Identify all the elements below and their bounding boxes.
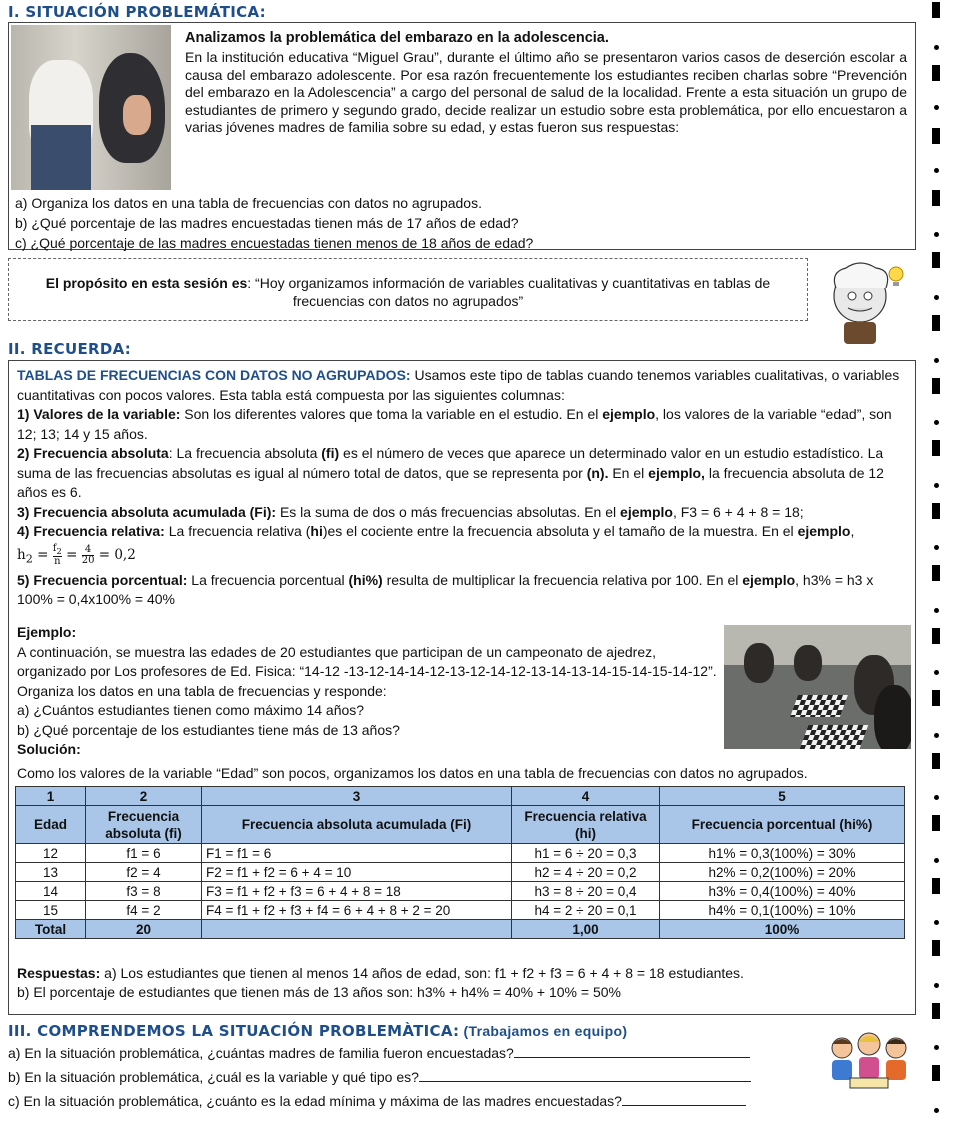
header-cell: Frecuencia absoluta (fi) — [86, 806, 202, 844]
formula-f-sub: 2 — [56, 545, 62, 556]
s3-question-a — [8, 1045, 750, 1063]
answers-block — [17, 964, 909, 1002]
question-c: c) ¿Qué porcentaje de las madres encuestadas tienen menos de 18 años de edad? — [15, 235, 534, 251]
situation-text — [185, 29, 907, 137]
item-2-fi: (fi) — [321, 445, 340, 461]
notebook-binding — [930, 0, 944, 1125]
formula-frac-1 — [53, 544, 62, 567]
table-cell: 12 — [16, 844, 86, 863]
answer-a: a) Los estudiantes que tienen al menos 14 años de edad, son: f1 + f2 + f3 = 6 + 4 + 8 = 18 estudiantes. — [100, 965, 744, 981]
answer-b: b) El porcentaje de estudiantes que tienen más de 13 años son: h3% + h4% = 40% + 10% = 50% — [17, 984, 621, 1000]
table-cell: h1 = 6 ÷ 20 = 0,3 — [512, 844, 660, 863]
solution-text: Como los valores de la variable “Edad” son pocos, organizamos los datos en una tabla de frecuencias con datos no agrupados. — [17, 765, 808, 781]
answer-line-b[interactable] — [419, 1070, 751, 1082]
einstein-illustration — [822, 258, 914, 350]
item-5-label: 5) Frecuencia porcentual: — [17, 571, 188, 588]
col-number: 4 — [512, 787, 660, 806]
question-b: b) ¿Qué porcentaje de las madres encuestadas tienen más de 17 años de edad? — [15, 215, 519, 231]
s3-question-c-text: c) En la situación problemática, ¿cuánto es la edad mínima y máxima de las madres encuestadas? — [8, 1093, 622, 1109]
situation-paragraph: En la institución educativa “Miguel Grau”, durante el último año se presentaron varios casos de deserción escolar a causa del embarazo adolescente. Por esa razón frecuentemente los estudiantes reciben charlas sobre “Prevención del embarazo en la Adolescencia” a cargo del personal de salud de la localidad. Frente a esta situación un grupo de estudiantes de primero y segundo grado, decide realizar un estudio sobre esta problemática, por ello encuestaron a varias jóvenes madres de familia sobre su edad, y estas fueron sus respuestas: — [185, 49, 907, 136]
formula-frac-2 — [82, 545, 95, 566]
header-cell: Frecuencia porcentual (hi%) — [660, 806, 905, 844]
item-3-ej: ejemplo — [620, 503, 673, 520]
pregnant-students-photo — [11, 25, 171, 190]
header-cell: Edad — [16, 806, 86, 844]
item-5-end: , h3% = h3 x 100% = 0,4x100% = 40% — [17, 571, 874, 608]
answer-line-a[interactable] — [514, 1046, 750, 1058]
item-4-a: La frecuencia relativa ( — [164, 523, 311, 539]
table-row — [16, 882, 905, 901]
table-cell: h3 = 8 ÷ 20 = 0,4 — [512, 882, 660, 901]
situation-questions — [15, 193, 533, 253]
situation-heading: Analizamos la problemática del embarazo en la adolescencia. — [185, 30, 609, 46]
item-5-ej: ejemplo — [742, 571, 796, 588]
item-4-label: 4) Frecuencia relativa: — [17, 523, 165, 539]
table-cell: h4% = 0,1(100%) = 10% — [660, 901, 905, 920]
total-cell: Total — [16, 920, 86, 939]
header-cell: Frecuencia relativa (hi) — [512, 806, 660, 844]
solution-title: Solución: — [17, 741, 81, 757]
tables-heading: TABLAS DE FRECUENCIAS CON DATOS NO AGRUPADOS: — [17, 367, 411, 383]
total-cell: 20 — [86, 920, 202, 939]
table-row — [16, 863, 905, 882]
example-question-b: b) ¿Qué porcentaje de los estudiantes tiene más de 13 años? — [17, 721, 400, 738]
table-cell: F2 = f1 + f2 = 6 + 4 = 10 — [202, 863, 512, 882]
total-row — [16, 920, 905, 939]
formula-h-sub: 2 — [25, 552, 33, 566]
table-cell: h3% = 0,4(100%) = 40% — [660, 882, 905, 901]
section-1-title: I. SITUACIÓN PROBLEMÁTICA: — [8, 3, 266, 21]
table-cell: 14 — [16, 882, 86, 901]
item-1-ej: ejemplo — [602, 406, 656, 422]
table-row — [16, 844, 905, 863]
table-cell: f3 = 8 — [86, 882, 202, 901]
item-2-c: En el — [608, 464, 649, 481]
table-cell: F4 = f1 + f2 + f3 + f4 = 6 + 4 + 8 + 2 = 20 — [202, 901, 512, 920]
col-number: 5 — [660, 787, 905, 806]
s3-question-a-text: a) En la situación problemática, ¿cuántas madres de familia fueron encuestadas? — [8, 1045, 514, 1061]
s3-question-c — [8, 1093, 746, 1111]
formula-f: f — [52, 542, 57, 554]
item-5-hi: (hi%) — [348, 571, 383, 588]
recuerda-box — [8, 360, 916, 1015]
section-3-title — [8, 1022, 627, 1041]
table-cell: 13 — [16, 863, 86, 882]
table-cell: f2 = 4 — [86, 863, 202, 882]
formula-20: 20 — [81, 554, 95, 566]
section-3-title-text: III. COMPRENDEMOS LA SITUACIÓN PROBLEMÀTICA: — [8, 1022, 460, 1040]
frequency-table — [15, 786, 905, 939]
chess-students-photo — [724, 625, 911, 749]
col-number: 2 — [86, 787, 202, 806]
example-block — [17, 623, 717, 760]
item-2-label: 2) Frecuencia absoluta — [17, 445, 169, 461]
example-question-a: a) ¿Cuántos estudiantes tienen como máximo 14 años? — [17, 702, 365, 718]
answer-line-c[interactable] — [622, 1094, 746, 1106]
table-cell: F1 = f1 = 6 — [202, 844, 512, 863]
item-4-b: )es el cociente entre la frecuencia absoluta y el tamaño de la muestra. En el — [322, 523, 798, 539]
answers-label: Respuestas: — [17, 965, 101, 981]
item-2-b: es el número de veces que aparece un determinado valor en un estudio estadístico. La suma de las frecuencias absolutas es igual al número total de datos, que se representa por — [17, 445, 884, 481]
item-2-a: : La frecuencia absoluta — [168, 445, 322, 461]
table-row — [16, 901, 905, 920]
purpose-box — [8, 258, 808, 321]
table-cell: f1 = 6 — [86, 844, 202, 863]
item-2-n: (n). — [586, 464, 609, 481]
formula-h: h — [17, 546, 26, 563]
total-cell — [202, 920, 512, 939]
recuerda-text — [17, 366, 909, 610]
table-cell: F3 = f1 + f2 + f3 = 6 + 4 + 8 = 18 — [202, 882, 512, 901]
formula-4: 4 — [82, 545, 95, 556]
table-cell: h4 = 2 ÷ 20 = 0,1 — [512, 901, 660, 920]
item-3-text: Es la suma de dos o más frecuencias absolutas. En el — [276, 503, 621, 520]
situation-box — [8, 22, 916, 250]
table-cell: h1% = 0,3(100%) = 30% — [660, 844, 905, 863]
table-cell: 15 — [16, 901, 86, 920]
section-3-subtitle: (Trabajamos en equipo) — [459, 1023, 628, 1039]
item-3-label: 3) Frecuencia absoluta acumulada (Fi): — [17, 503, 277, 520]
tables-intro: Usamos este tipo de tablas cuando tenemos variables cualitativas, o variables cuantitativas con pocos valores. Esta tabla está compuesta por las siguientes columnas: — [17, 367, 900, 403]
item-3-end: , F3 = 6 + 4 + 8 = 18; — [672, 503, 804, 520]
question-a: a) Organiza los datos en una tabla de frecuencias con datos no agrupados. — [15, 195, 482, 211]
relative-frequency-formula: $h_2$ = $\frac{f_2}{n}$ = $\frac{4}{20}$ = 0,2 — [17, 542, 136, 567]
total-cell: 100% — [660, 920, 905, 939]
col-number: 1 — [16, 787, 86, 806]
section-2-title: II. RECUERDA: — [8, 340, 132, 358]
formula-result: = 0,2 — [98, 546, 136, 563]
teamwork-kids-illustration — [822, 1030, 916, 1092]
item-1-end: , los valores de la variable “edad”, son 12; 13; 14 y 15 años. — [17, 406, 892, 442]
item-5-a: La frecuencia porcentual — [187, 571, 349, 588]
item-2-ej: ejemplo, — [648, 464, 705, 481]
table-cell: h2 = 4 ÷ 20 = 0,2 — [512, 863, 660, 882]
item-1-text: Son los diferentes valores que toma la variable en el estudio. En el — [180, 406, 603, 422]
column-number-row — [16, 787, 905, 806]
purpose-text: : “Hoy organizamos información de variables cualitativas y cuantitativas en tablas de frecuencias con datos no agrupados” — [247, 275, 771, 309]
total-cell: 1,00 — [512, 920, 660, 939]
header-cell: Frecuencia absoluta acumulada (Fi) — [202, 806, 512, 844]
item-4-ej: ejemplo — [797, 523, 851, 539]
table-cell: h2% = 0,2(100%) = 20% — [660, 863, 905, 882]
formula-n: n — [54, 555, 61, 567]
item-5-b: resulta de multiplicar la frecuencia relativa por 100. En el — [382, 571, 743, 588]
example-text: A continuación, se muestra las edades de 20 estudiantes que participan de un campeonato de ajedrez, organizado por Los profesores de Ed. Fisica: “14-12 -13-12-14-14-12-13-12-14-12-13-14-13-14-15-14-15-14-12”. Organiza los datos en una tabla de frecuencias y responde: — [17, 643, 717, 699]
s3-question-b — [8, 1069, 751, 1087]
item-2-d: la frecuencia absoluta de 12 años es 6. — [17, 464, 884, 500]
example-title: Ejemplo: — [17, 624, 77, 640]
purpose-label: El propósito en esta sesión es — [45, 275, 248, 291]
table-cell: f4 = 2 — [86, 901, 202, 920]
col-number: 3 — [202, 787, 512, 806]
item-1-label: 1) Valores de la variable: — [17, 406, 181, 422]
item-4-end: , — [850, 523, 855, 539]
header-row — [16, 806, 905, 844]
s3-question-b-text: b) En la situación problemática, ¿cuál es la variable y qué tipo es? — [8, 1069, 419, 1085]
item-4-hi: hi — [310, 523, 323, 539]
